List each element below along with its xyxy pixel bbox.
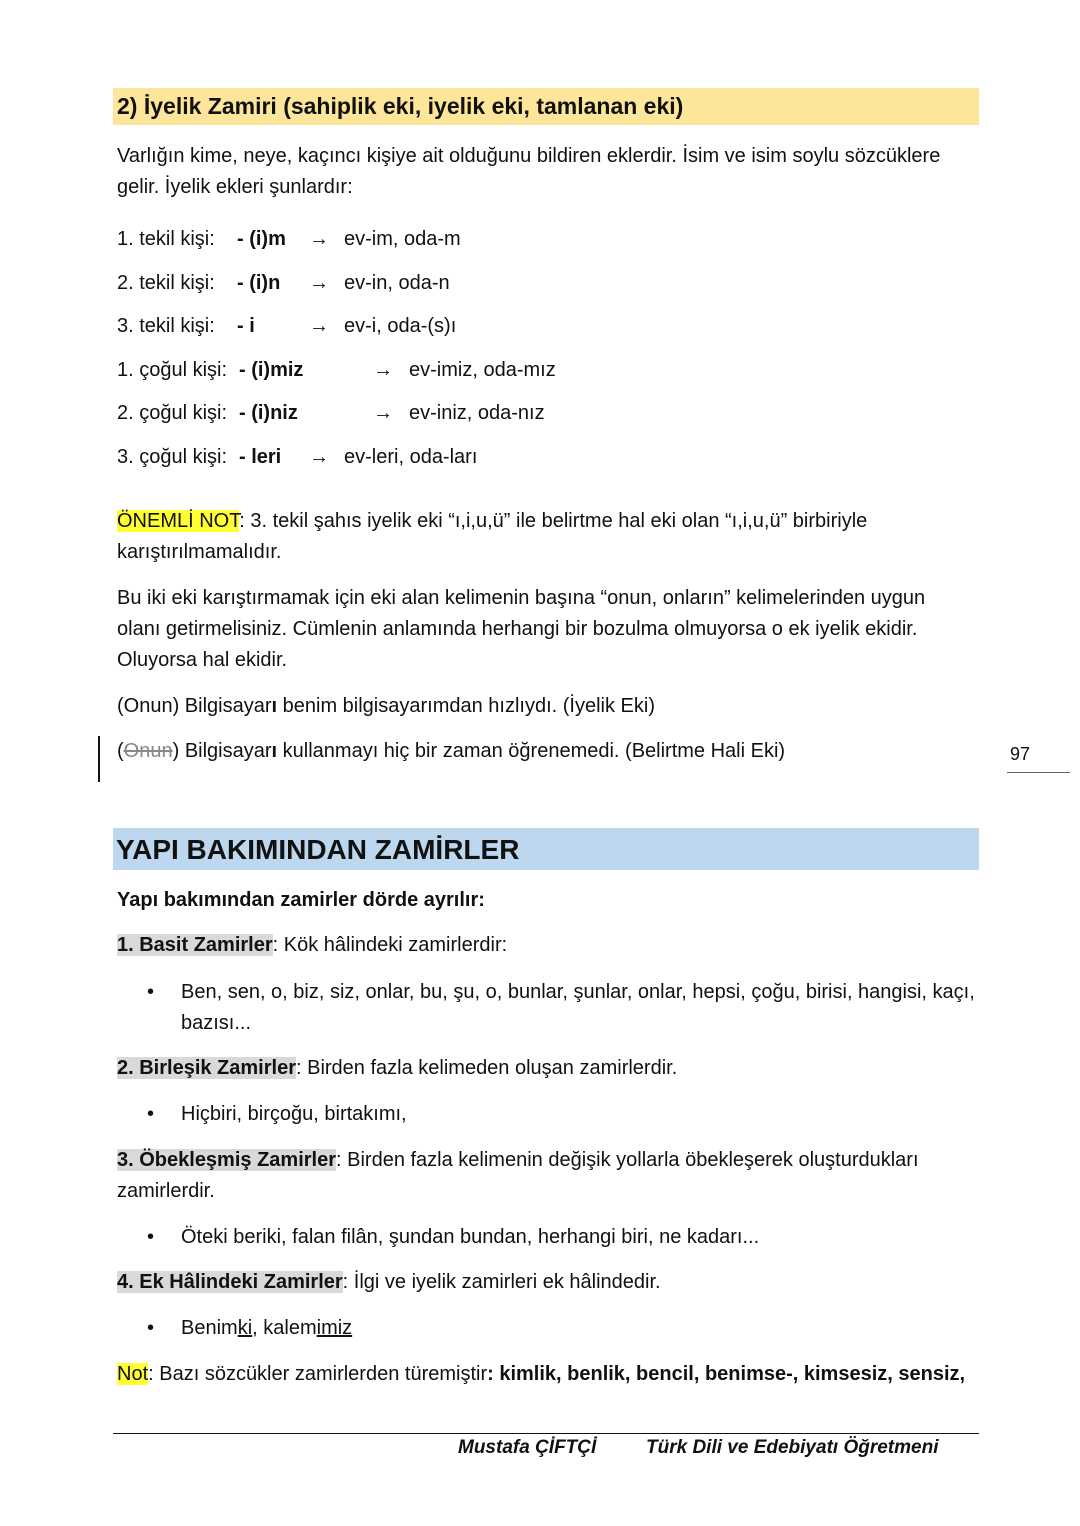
section-heading-yapi: YAPI BAKIMINDAN ZAMİRLER (113, 828, 979, 870)
suffix-value: - leri (239, 446, 282, 468)
section-heading-iyelik: 2) İyelik Zamiri (sahiplik eki, iyelik eki, tamlanan eki) (113, 88, 979, 125)
note-label: Not (117, 1363, 149, 1385)
bullet-text: Öteki beriki, falan filân, şundan bundan, herhangi biri, ne kadarı... (181, 1226, 760, 1248)
suffix-example: ev-leri, oda-ları (344, 446, 478, 468)
type-basit (117, 930, 967, 961)
explanation-paragraph: Bu iki eki karıştırmamak için eki alan kelimenin başına “onun, onların” kelimelerinden uygun olanı getirmelisiniz. Cümlenin anlamında herhangi bir bozulma olmuyorsa o ek iyelik ekidir. Oluyorsa hal ekidir. (117, 587, 926, 671)
suffix-example: ev-i, oda-(s)ı (344, 315, 457, 337)
bullet-icon: • (147, 1103, 155, 1125)
bullet-icon: • (147, 1226, 155, 1248)
person-label: 2. tekil kişi: (117, 272, 215, 294)
bullet-text: Benimki, kalemimiz (181, 1317, 353, 1339)
type-desc: : Birden fazla kelimeden oluşan zamirlerdir. (295, 1057, 678, 1079)
type-label: 2. Birleşik Zamirler (117, 1057, 296, 1079)
page-number-rule (1007, 772, 1070, 773)
arrow-icon: → (373, 359, 393, 381)
type-label: 1. Basit Zamirler (117, 934, 273, 956)
bullet-icon: • (147, 981, 155, 1003)
suffix-value: - (i)n (237, 272, 281, 294)
important-note-text: : 3. tekil şahıs iyelik eki “ı,i,u,ü” ile belirtme hal eki olan “ı,i,u,ü” birbiriyle karıştırılmamalıdır. (117, 510, 868, 563)
arrow-icon: → (309, 228, 329, 250)
important-note (117, 506, 967, 568)
suffix-value: - (i)m (237, 228, 286, 250)
type-obeklesmis (117, 1145, 967, 1207)
person-label: 1. tekil kişi: (117, 228, 215, 250)
suffix-example: ev-iniz, oda-nız (409, 402, 545, 424)
suffix-value: - (i)miz (239, 359, 304, 381)
person-label: 2. çoğul kişi: (117, 402, 228, 424)
person-label: 1. çoğul kişi: (117, 359, 228, 381)
suffix-value: - i (237, 315, 255, 337)
change-bar (98, 736, 100, 782)
bullet-icon: • (147, 1317, 155, 1339)
subheading: Yapı bakımından zamirler dörde ayrılır: (117, 889, 485, 911)
person-label: 3. tekil kişi: (117, 315, 215, 337)
footer-title: Türk Dili ve Edebiyatı Öğretmeni (646, 1437, 939, 1458)
type-desc: : Kök hâlindeki zamirlerdir: (272, 934, 508, 956)
type-label: 4. Ek Hâlindeki Zamirler (117, 1271, 343, 1293)
note-examples: : kimlik, benlik, bencil, benimse-, kimsesiz, sensiz, (487, 1363, 966, 1385)
suffix-example: ev-in, oda-n (344, 272, 450, 294)
example-sentence-belirtme: (Onun) Bilgisayarı kullanmayı hiç bir zaman öğrenemedi. (Belirtme Hali Eki) (117, 740, 786, 762)
footer-author: Mustafa ÇİFTÇİ (458, 1437, 597, 1458)
important-note-label: ÖNEMLİ NOT (117, 510, 240, 532)
example-sentence-iyelik: (Onun) Bilgisayarı benim bilgisayarımdan hızlıydı. (İyelik Eki) (117, 695, 655, 717)
arrow-icon: → (309, 315, 329, 337)
arrow-icon: → (373, 402, 393, 424)
type-desc: : Birden fazla kelimenin değişik yollarla öbekleşerek oluşturdukları zamirlerdir. (117, 1149, 919, 1202)
arrow-icon: → (309, 446, 329, 468)
type-ek-halindeki (117, 1267, 967, 1298)
suffix-example: ev-im, oda-m (344, 228, 461, 250)
struck-word: Onun (123, 740, 173, 762)
arrow-icon: → (309, 272, 329, 294)
suffix-value: - (i)niz (239, 402, 298, 424)
footer-rule (113, 1433, 979, 1434)
intro-paragraph: Varlığın kime, neye, kaçıncı kişiye ait olduğunu bildiren eklerdir. İsim ve isim soylu sözcüklere gelir. İyelik ekleri şunlardır: (117, 145, 941, 198)
page-number: 97 (1010, 744, 1031, 764)
suffix-example: ev-imiz, oda-mız (409, 359, 556, 381)
person-label: 3. çoğul kişi: (117, 446, 228, 468)
bullet-text: Ben, sen, o, biz, siz, onlar, bu, şu, o, bunlar, şunlar, onlar, hepsi, çoğu, birisi, hangisi, kaçı, bazısı... (181, 981, 975, 1034)
type-birlesik (117, 1053, 967, 1084)
note-paragraph (117, 1359, 967, 1390)
type-label: 3. Öbekleşmiş Zamirler (117, 1149, 337, 1171)
note-text: : Bazı sözcükler zamirlerden türemiştir (148, 1363, 488, 1385)
bullet-text: Hiçbiri, birçoğu, birtakımı, (181, 1103, 407, 1125)
type-desc: : İlgi ve iyelik zamirleri ek hâlindedir. (342, 1271, 661, 1293)
